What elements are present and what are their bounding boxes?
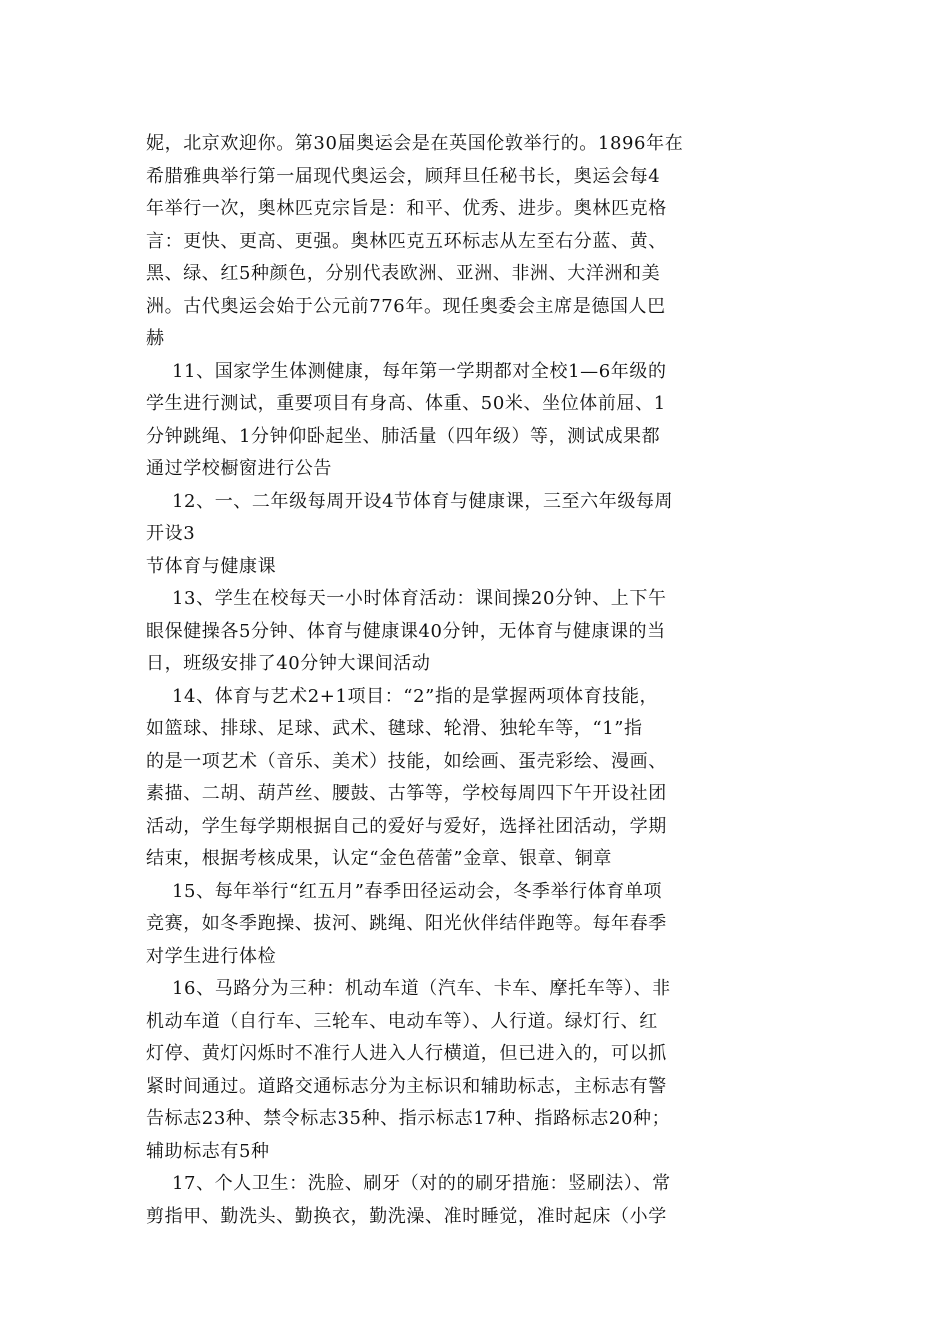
text-line: 节体育与健康课 xyxy=(146,555,277,577)
text-line: 如篮球、排球、足球、武术、毽球、轮滑、独轮车等，“1”指 xyxy=(146,718,643,739)
text-line: 学生进行测试，重要项目有身高、体重、50米、坐位体前屈、1 xyxy=(146,393,666,414)
paragraph-first-line: 13、学生在校每天一小时体育活动：课间操20分钟、上下午 xyxy=(172,588,667,609)
text-line: 活动，学生每学期根据自己的爱好与爱好，选择社团活动，学期 xyxy=(146,815,667,837)
paragraph-first-line: 14、体育与艺术2+1项目：“2”指的是掌握两项体育技能， xyxy=(172,685,659,707)
text-line: 告标志23种、禁令标志35种、指示标志17种、指路标志20种； xyxy=(146,1108,671,1129)
text-line: 日，班级安排了40分钟大课间活动 xyxy=(146,653,431,674)
text-line: 黑、绿、红5种颜色，分别代表欧洲、亚洲、非洲、大洋洲和美 xyxy=(146,263,661,284)
text-line: 年举行一次，奥林匹克宗旨是：和平、优秀、进步。奥林匹克格 xyxy=(146,198,667,219)
text-line: 的是一项艺术（音乐、美术）技能，如绘画、蛋壳彩绘、漫画、 xyxy=(146,750,667,772)
text-line: 赫 xyxy=(146,328,165,349)
text-line: 结束，根据考核成果，认定“金色蓓蕾”金章、银章、铜章 xyxy=(146,848,613,869)
text-line: 分钟跳绳、1分钟仰卧起坐、肺活量（四年级）等，测试成果都 xyxy=(146,425,661,447)
paragraph-first-line: 17、个人卫生：洗脸、刷牙（对的的刷牙措施：竖刷法）、常 xyxy=(172,1173,671,1194)
paragraph-first-line: 11、国家学生体测健康，每年第一学期都对全校1—6年级的 xyxy=(172,360,667,382)
text-line: 妮，北京欢迎你。第30届奥运会是在英国伦敦举行的。1896年在 xyxy=(146,133,684,154)
text-line: 通过学校橱窗进行公告 xyxy=(146,458,332,479)
text-line: 希腊雅典举行第一届现代奥运会，顾拜旦任秘书长，奥运会每4 xyxy=(146,165,661,187)
text-line: 对学生进行体检 xyxy=(146,945,277,967)
paragraph-first-line: 12、一、二年级每周开设4节体育与健康课，三至六年级每周 xyxy=(172,490,674,512)
text-line: 言：更快、更高、更强。奥林匹克五环标志从左至右分蓝、黄、 xyxy=(146,230,667,252)
paragraph-first-line: 15、每年举行“红五月”春季田径运动会，冬季举行体育单项 xyxy=(172,880,663,902)
document-body-text xyxy=(146,128,812,1233)
text-line: 机动车道（自行车、三轮车、电动车等）、人行道。绿灯行、红 xyxy=(146,1010,658,1032)
text-line: 竞赛，如冬季跑操、拔河、跳绳、阳光伙伴结伴跑等。每年春季 xyxy=(146,913,667,934)
text-line: 素描、二胡、葫芦丝、腰鼓、古筝等，学校每周四下午开设社团 xyxy=(146,783,667,804)
text-line: 灯停、黄灯闪烁时不准行人进入人行横道，但已进入的，可以抓 xyxy=(146,1043,667,1064)
text-line: 眼保健操各5分钟、体育与健康课40分钟，无体育与健康课的当 xyxy=(146,620,666,642)
text-line: 开设3 xyxy=(146,523,196,544)
text-line: 剪指甲、勤洗头、勤换衣，勤洗澡、准时睡觉，准时起床（小学 xyxy=(146,1205,667,1227)
text-line: 紧时间通过。道路交通标志分为主标识和辅助标志，主标志有警 xyxy=(146,1075,667,1097)
paragraph-first-line: 16、马路分为三种：机动车道（汽车、卡车、摩托车等）、非 xyxy=(172,978,671,999)
text-line: 辅助标志有5种 xyxy=(146,1140,270,1162)
text-line: 洲。古代奥运会始于公元前776年。现任奥委会主席是德国人巴 xyxy=(146,295,666,317)
